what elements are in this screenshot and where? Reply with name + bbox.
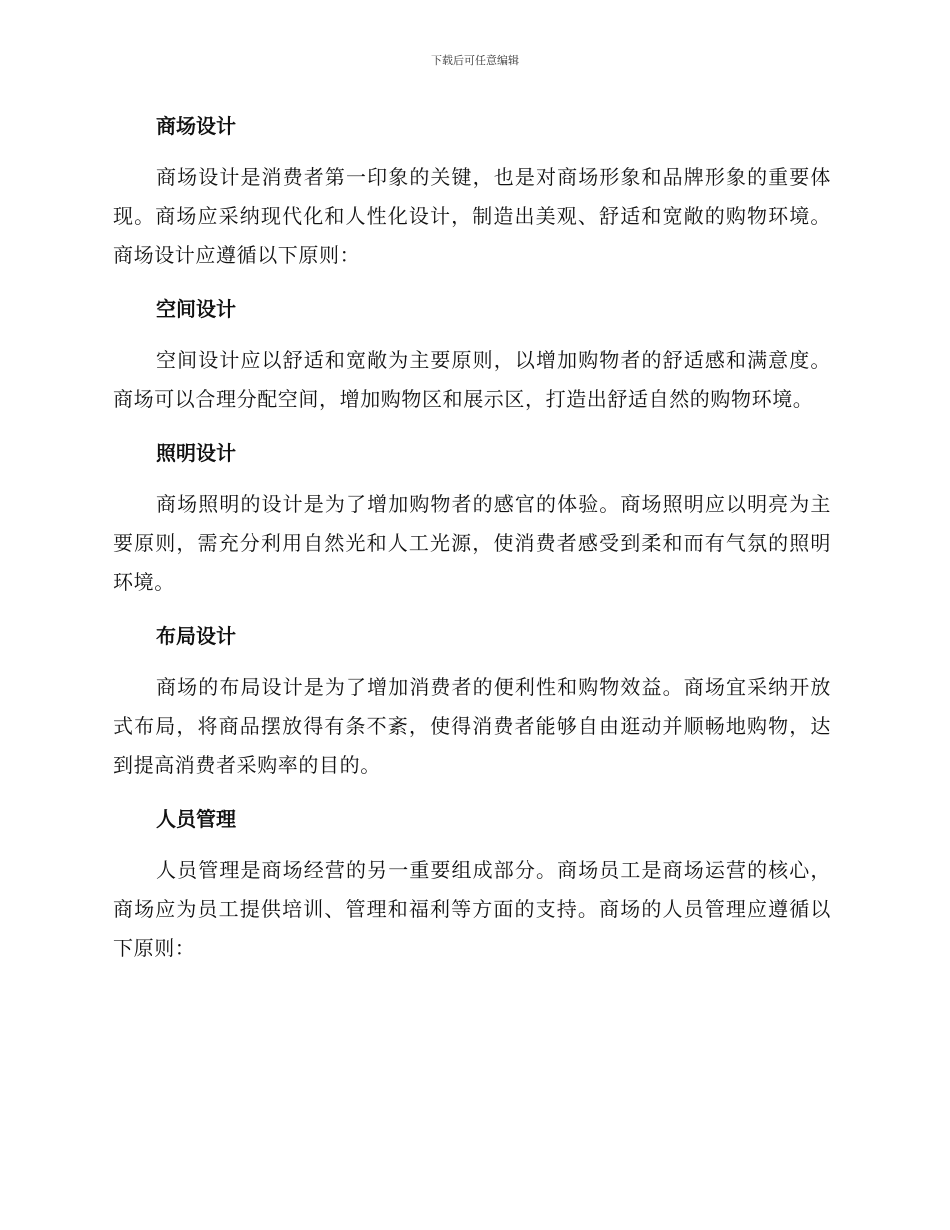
section-body-layout-design: 商场的布局设计是为了增加消费者的便利性和购物效益。商场宜采纳开放式布局，将商品摆放得有条不紊，使得消费者能够自由逛动并顺畅地购物，达到提高消费者采购率的目的。: [113, 675, 831, 777]
section-body-space-design: 空间设计应以舒适和宽敞为主要原则，以增加购物者的舒适感和满意度。商场可以合理分配空间，增加购物区和展示区，打造出舒适自然的购物环境。: [113, 348, 831, 411]
section-heading-lighting-design: 照明设计: [156, 441, 236, 465]
page-header: 下载后可任意编辑: [431, 54, 519, 67]
section-heading-space-design: 空间设计: [156, 297, 236, 321]
section-heading-layout-design: 布局设计: [156, 624, 236, 648]
section-body-staff-management: 人员管理是商场经营的另一重要组成部分。商场员工是商场运营的核心，商场应为员工提供培训、管理和福利等方面的支持。商场的人员管理应遵循以下原则：: [113, 858, 831, 960]
section-body-mall-design: 商场设计是消费者第一印象的关键，也是对商场形象和品牌形象的重要体现。商场应采纳现代化和人性化设计，制造出美观、舒适和宽敞的购物环境。商场设计应遵循以下原则：: [113, 165, 831, 267]
section-body-lighting-design: 商场照明的设计是为了增加购物者的感官的体验。商场照明应以明亮为主要原则，需充分利用自然光和人工光源，使消费者感受到柔和而有气氛的照明环境。: [113, 492, 831, 594]
section-heading-mall-design: 商场设计: [156, 114, 236, 138]
section-heading-staff-management: 人员管理: [156, 807, 236, 831]
document-body: [113, 106, 831, 982]
